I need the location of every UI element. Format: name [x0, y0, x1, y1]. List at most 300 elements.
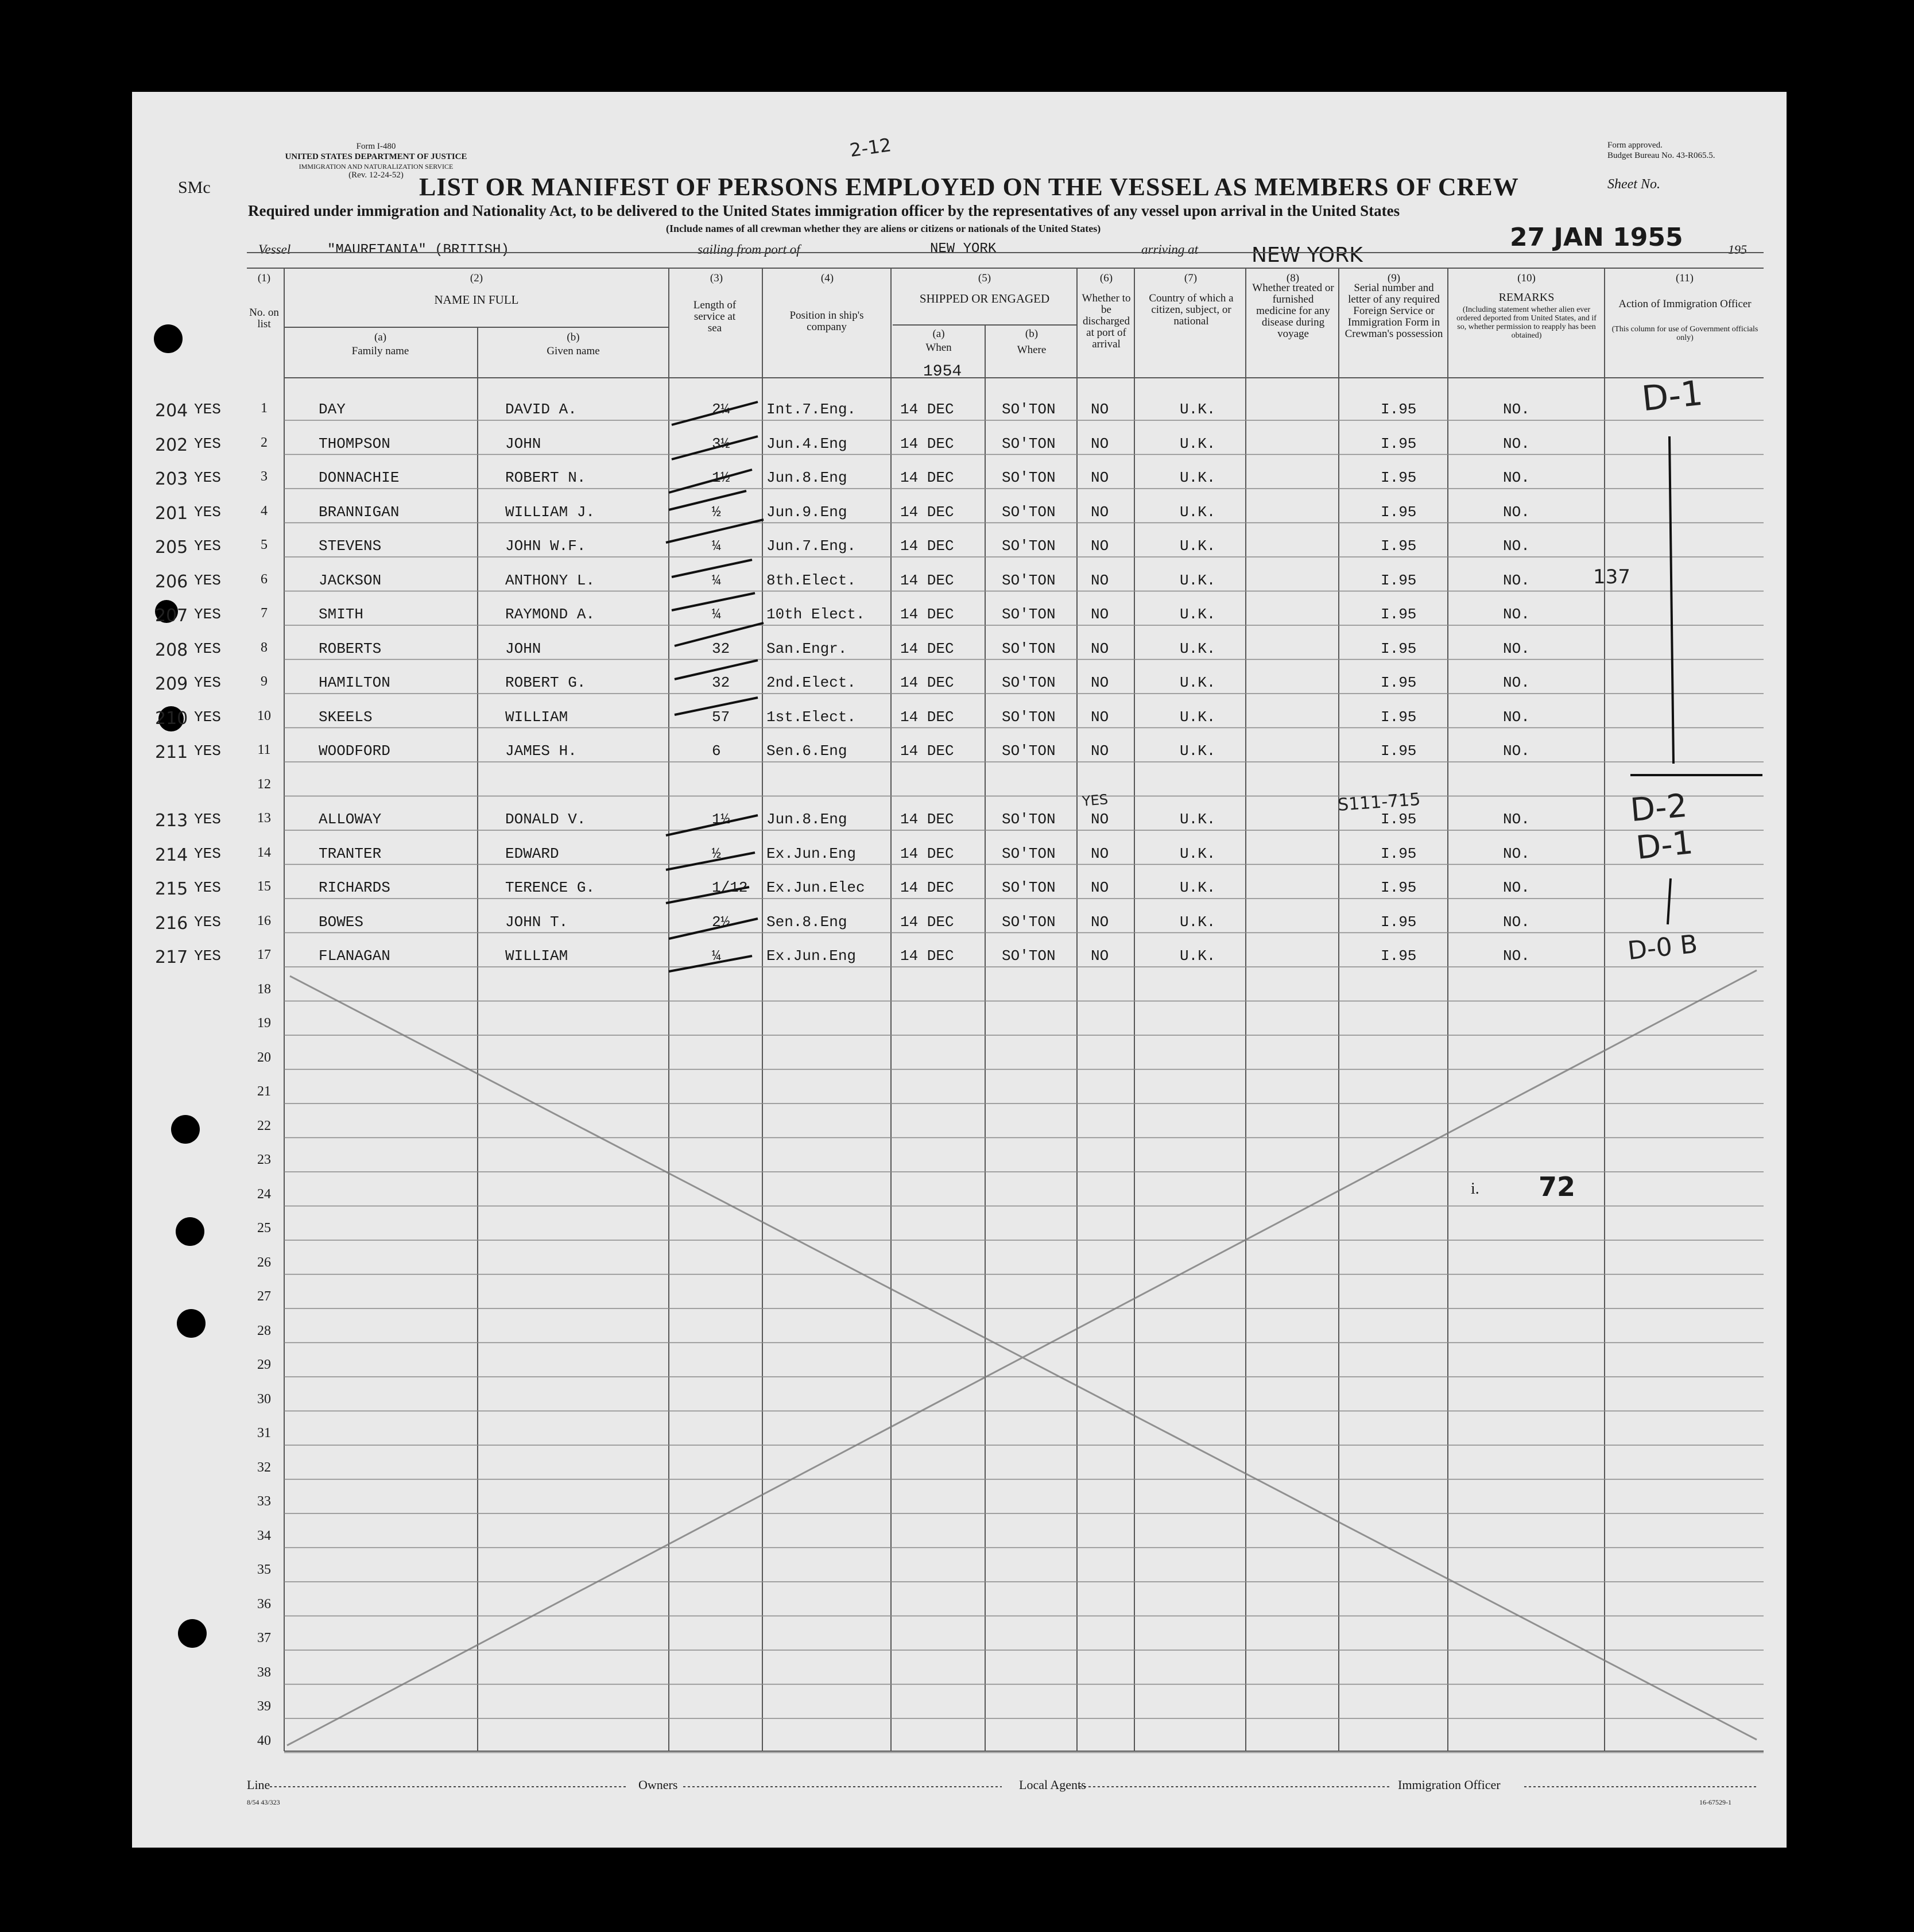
row-family: STEVENS: [319, 537, 382, 555]
row-length: 1/12: [712, 879, 748, 896]
row-serial: I.95: [1381, 879, 1417, 896]
row-family: JACKSON: [319, 571, 382, 589]
empty-line-number: 21: [257, 1084, 271, 1099]
page-title: LIST OR MANIFEST OF PERSONS EMPLOYED ON THE VESSEL AS MEMBERS OF CREW: [419, 173, 1519, 201]
row-when: 14 DEC: [900, 571, 954, 589]
row-discharge: NO: [1091, 947, 1109, 965]
row-position: Jun.8.Eng: [766, 469, 847, 486]
row-ref: 207: [155, 606, 188, 626]
row-line: 7: [261, 606, 268, 621]
row-position: Jun.9.Eng: [766, 503, 847, 521]
empty-line-number: 40: [257, 1733, 271, 1748]
col4-header: Position in ship's company: [789, 309, 864, 333]
row-position: Ex.Jun.Eng: [766, 845, 857, 862]
row-family: ALLOWAY: [319, 811, 382, 828]
empty-line-number: 37: [257, 1631, 271, 1646]
row13-serial-note: S111-715: [1336, 789, 1421, 815]
footer-owners: Owners: [638, 1778, 678, 1792]
row-given: JOHN T.: [505, 913, 568, 931]
col8-header: Whether treated or furnished medicine for any disease during voyage: [1252, 282, 1334, 340]
empty-line-number: 24: [257, 1186, 271, 1202]
row-remarks: NO.: [1503, 913, 1530, 931]
footer-agents: Local Agents: [1019, 1778, 1086, 1792]
row-remarks: NO.: [1503, 947, 1530, 965]
row-position: Sen.6.Eng: [766, 742, 847, 760]
empty-line-number: 38: [257, 1664, 271, 1680]
row-family: DAY: [319, 401, 346, 418]
row-ref: 213: [155, 811, 188, 831]
row-remarks: NO.: [1503, 435, 1530, 452]
empty-line-number: 26: [257, 1255, 271, 1270]
row-serial: I.95: [1381, 947, 1417, 965]
row-ok: YES: [194, 674, 221, 691]
row-family: FLANAGAN: [319, 947, 390, 965]
empty-line-number: 29: [257, 1357, 271, 1372]
row-where: SO'TON: [1002, 674, 1056, 691]
row-ref: 210: [155, 708, 188, 729]
vessel-label: Vessel: [258, 242, 291, 257]
col6-header: Whether to be discharged at port of arrival: [1082, 292, 1131, 350]
col1-header: No. on list: [249, 307, 279, 330]
row-serial: I.95: [1381, 571, 1417, 589]
row-ref: 205: [155, 537, 188, 557]
center-number: 72: [1539, 1171, 1576, 1202]
row-remarks: NO.: [1503, 469, 1530, 486]
row-discharge: NO: [1091, 469, 1109, 486]
row-given: JOHN: [505, 640, 541, 657]
row-country: U.K.: [1180, 640, 1216, 657]
col1-number: (1): [257, 272, 271, 284]
col10-header: REMARKS: [1498, 291, 1555, 304]
col9-header: Serial number and letter of any required Foreign Service or Immigration Form in Crewman's possession: [1345, 282, 1443, 340]
footer-line: Line: [247, 1778, 270, 1792]
row-given: DONALD V.: [505, 811, 586, 828]
row-when: 14 DEC: [900, 879, 954, 896]
row-serial: I.95: [1381, 503, 1417, 521]
empty-line-number: 33: [257, 1494, 271, 1509]
empty-line-number: 39: [257, 1699, 271, 1714]
arriving-label: arriving at: [1141, 242, 1199, 257]
row-where: SO'TON: [1002, 742, 1056, 760]
row-when: 14 DEC: [900, 537, 954, 555]
col10-number: (10): [1517, 272, 1536, 284]
row-family: HAMILTON: [319, 674, 390, 691]
row-position: 10th Elect.: [766, 606, 865, 623]
row-ref: 204: [155, 401, 188, 421]
center-mark: i.: [1471, 1180, 1479, 1198]
row-ok: YES: [194, 742, 221, 760]
row-given: EDWARD: [505, 845, 559, 862]
row-position: Sen.8.Eng: [766, 913, 847, 931]
row-country: U.K.: [1180, 845, 1216, 862]
row-serial: I.95: [1381, 469, 1417, 486]
row-country: U.K.: [1180, 606, 1216, 623]
row-serial: I.95: [1381, 913, 1417, 931]
revision: (Rev. 12-24-52): [348, 171, 404, 180]
row-position: Jun.8.Eng: [766, 811, 847, 828]
row-country: U.K.: [1180, 708, 1216, 726]
row-discharge: NO: [1091, 537, 1109, 555]
row-remarks: NO.: [1503, 879, 1530, 896]
row-length: ¼: [712, 537, 721, 555]
row-remarks: NO.: [1503, 811, 1530, 828]
empty-line-number: 35: [257, 1562, 271, 1577]
row-serial: I.95: [1381, 674, 1417, 691]
row-length: ¼: [712, 947, 721, 965]
col9-number: (9): [1387, 272, 1401, 284]
empty-line-number: 22: [257, 1118, 271, 1133]
row-country: U.K.: [1180, 537, 1216, 555]
row-where: SO'TON: [1002, 845, 1056, 862]
row-serial: I.95: [1381, 708, 1417, 726]
subtitle: Required under immigration and Nationality Act, to be delivered to the United States immigration officer by the representatives of any vessel upon arrival in the United States: [248, 202, 1400, 219]
budget-bureau: Budget Bureau No. 43-R065.5.: [1607, 151, 1715, 160]
row-where: SO'TON: [1002, 571, 1056, 589]
row-country: U.K.: [1180, 469, 1216, 486]
row-length: 57: [712, 708, 730, 726]
col2b-header: Given name: [547, 345, 600, 357]
row-remarks: NO.: [1503, 537, 1530, 555]
row-where: SO'TON: [1002, 435, 1056, 452]
top-scribble: 2-12: [848, 134, 893, 161]
row-when: 14 DEC: [900, 606, 954, 623]
col11-header: Action of Immigration Officer: [1618, 298, 1752, 310]
row-when: 14 DEC: [900, 742, 954, 760]
row-family: TRANTER: [319, 845, 382, 862]
row-country: U.K.: [1180, 811, 1216, 828]
col2-header: NAME IN FULL: [434, 293, 519, 307]
row-line: 12: [257, 776, 271, 792]
arriving-port: NEW YORK: [1252, 243, 1363, 267]
row-ok: YES: [194, 503, 221, 521]
include-note: (Include names of all crewman whether they are aliens or citizens or nationals of the United States): [666, 223, 1101, 234]
row-position: San.Engr.: [766, 640, 847, 657]
sheet-label: Sheet No.: [1607, 177, 1660, 192]
col5a-number: (a): [932, 328, 945, 340]
row-country: U.K.: [1180, 503, 1216, 521]
row-line: 15: [257, 879, 271, 894]
row-line: 6: [261, 571, 268, 587]
row-given: WILLIAM J.: [505, 503, 595, 521]
row13-yes: YES: [1081, 791, 1109, 810]
row-discharge: NO: [1091, 811, 1109, 828]
row-line: 8: [261, 640, 268, 655]
service: IMMIGRATION AND NATURALIZATION SERVICE: [299, 162, 454, 171]
row-length: 3½: [712, 435, 730, 452]
empty-line-number: 19: [257, 1016, 271, 1031]
row-position: Int.7.Eng.: [766, 401, 857, 418]
row-where: SO'TON: [1002, 401, 1056, 418]
col11-note: (This column for use of Government officials only): [1611, 325, 1758, 342]
row-when: 14 DEC: [900, 811, 954, 828]
empty-line-number: 18: [257, 981, 271, 997]
row-ref: 209: [155, 674, 188, 694]
row-given: DAVID A.: [505, 401, 577, 418]
row-country: U.K.: [1180, 742, 1216, 760]
col2-number: (2): [470, 272, 483, 284]
empty-line-number: 30: [257, 1391, 271, 1407]
row-ok: YES: [194, 811, 221, 828]
row-discharge: NO: [1091, 913, 1109, 931]
row-length: 6: [712, 742, 721, 760]
row-where: SO'TON: [1002, 811, 1056, 828]
row-ref: 202: [155, 435, 188, 455]
row-where: SO'TON: [1002, 537, 1056, 555]
row-where: SO'TON: [1002, 503, 1056, 521]
row-serial: I.95: [1381, 742, 1417, 760]
row-length: ½: [712, 503, 721, 521]
row-remarks: NO.: [1503, 606, 1530, 623]
row-ref: 211: [155, 742, 188, 762]
row-remarks: NO.: [1503, 503, 1530, 521]
empty-line-number: 31: [257, 1426, 271, 1441]
row-when: 14 DEC: [900, 674, 954, 691]
row-remarks: NO.: [1503, 674, 1530, 691]
row-position: Ex.Jun.Elec: [766, 879, 865, 896]
row-family: SMITH: [319, 606, 364, 623]
row-line: 14: [257, 845, 271, 860]
empty-line-number: 32: [257, 1459, 271, 1475]
row-remarks: NO.: [1503, 640, 1530, 657]
row-line: 10: [257, 708, 271, 723]
row-line: 11: [257, 742, 271, 757]
department: UNITED STATES DEPARTMENT OF JUSTICE: [285, 152, 467, 161]
row-discharge: NO: [1091, 742, 1109, 760]
row-when: 14 DEC: [900, 913, 954, 931]
row-family: DONNACHIE: [319, 469, 400, 486]
row-ok: YES: [194, 537, 221, 555]
form-number: Form I-480: [356, 142, 396, 151]
col6-number: (6): [1099, 272, 1113, 284]
row-ref: 216: [155, 913, 188, 934]
row-length: 32: [712, 640, 730, 657]
empty-line-number: 34: [257, 1528, 271, 1543]
row-where: SO'TON: [1002, 469, 1056, 486]
empty-line-number: 20: [257, 1050, 271, 1065]
officer-action-d0b: D-0 B: [1626, 929, 1699, 966]
officer-action-d1: D-1: [1640, 373, 1705, 420]
row-position: Jun.7.Eng.: [766, 537, 857, 555]
row-discharge: NO: [1091, 503, 1109, 521]
year-entry: 1954: [923, 363, 962, 381]
col5b-number: (b): [1025, 328, 1039, 340]
row-serial: I.95: [1381, 537, 1417, 555]
row-serial: I.95: [1381, 435, 1417, 452]
row-where: SO'TON: [1002, 708, 1056, 726]
row-discharge: NO: [1091, 640, 1109, 657]
col5b-header: Where: [1017, 344, 1047, 356]
row-ref: 206: [155, 571, 188, 592]
row-discharge: NO: [1091, 401, 1109, 418]
row-length: ½: [712, 845, 721, 862]
row-ref: 208: [155, 640, 188, 660]
row-ok: YES: [194, 606, 221, 623]
row-position: 2nd.Elect.: [766, 674, 857, 691]
row-family: SKEELS: [319, 708, 373, 726]
row-family: RICHARDS: [319, 879, 390, 896]
empty-line-number: 36: [257, 1596, 271, 1612]
footer-officer: Immigration Officer: [1398, 1778, 1501, 1792]
row-serial: I.95: [1381, 606, 1417, 623]
row-line: 4: [261, 503, 268, 518]
row-serial: I.95: [1381, 811, 1417, 828]
empty-line-number: 28: [257, 1323, 271, 1338]
col8-number: (8): [1286, 272, 1300, 284]
row-family: THOMPSON: [319, 435, 390, 452]
row-given: JOHN: [505, 435, 541, 452]
row-where: SO'TON: [1002, 640, 1056, 657]
row-line: 17: [257, 947, 271, 962]
arrival-date-stamp: 27 JAN 1955: [1510, 223, 1683, 252]
print-code-right: 16-67529-1: [1699, 1798, 1731, 1806]
row-where: SO'TON: [1002, 947, 1056, 965]
row-line: 13: [257, 811, 271, 826]
row-given: ROBERT G.: [505, 674, 586, 691]
sailing-label: sailing from port of: [698, 242, 800, 257]
row-family: ROBERTS: [319, 640, 382, 657]
row-ok: YES: [194, 879, 221, 896]
empty-line-number: 23: [257, 1152, 271, 1167]
row-ref: 214: [155, 845, 188, 865]
row-given: ROBERT N.: [505, 469, 586, 486]
row-ref: 217: [155, 947, 188, 967]
col3-header: Length of service at sea: [693, 299, 737, 334]
row-given: TERENCE G.: [505, 879, 595, 896]
row-country: U.K.: [1180, 913, 1216, 931]
row-ok: YES: [194, 571, 221, 589]
row-given: WILLIAM: [505, 947, 568, 965]
row-family: BOWES: [319, 913, 364, 931]
row-when: 14 DEC: [900, 435, 954, 452]
row-ok: YES: [194, 947, 221, 965]
row-discharge: NO: [1091, 606, 1109, 623]
row-length: ¼: [712, 571, 721, 589]
row-ref: 203: [155, 469, 188, 489]
row-serial: I.95: [1381, 640, 1417, 657]
col2a-header: Family name: [351, 345, 409, 357]
year-label: 195: [1728, 242, 1747, 257]
row-line: 3: [261, 469, 268, 484]
row-position: 1st.Elect.: [766, 708, 857, 726]
row-ok: YES: [194, 845, 221, 862]
row-ref: 215: [155, 879, 188, 899]
row-country: U.K.: [1180, 435, 1216, 452]
row-country: U.K.: [1180, 571, 1216, 589]
row-given: RAYMOND A.: [505, 606, 595, 623]
row-line: 5: [261, 537, 268, 552]
empty-line-number: 25: [257, 1221, 271, 1236]
row-when: 14 DEC: [900, 947, 954, 965]
row-position: Jun.4.Eng: [766, 435, 847, 452]
row-length: ¼: [712, 606, 721, 623]
col5a-header: When: [925, 342, 952, 354]
sailing-port: NEW YORK: [930, 241, 997, 257]
row-country: U.K.: [1180, 947, 1216, 965]
row-position: 8th.Elect.: [766, 571, 857, 589]
row-remarks: NO.: [1503, 401, 1530, 418]
form-approved: Form approved.: [1607, 141, 1663, 150]
row-where: SO'TON: [1002, 879, 1056, 896]
row-where: SO'TON: [1002, 606, 1056, 623]
row-when: 14 DEC: [900, 708, 954, 726]
corner-initials: SMc: [178, 178, 211, 197]
row-given: ANTHONY L.: [505, 571, 595, 589]
row-remarks: NO.: [1503, 742, 1530, 760]
row-given: JAMES H.: [505, 742, 577, 760]
row-given: WILLIAM: [505, 708, 568, 726]
row-when: 14 DEC: [900, 640, 954, 657]
row-length: 1½: [712, 811, 730, 828]
vessel-name: "MAURETANIA" (BRITISH): [327, 242, 509, 258]
row-ref: 201: [155, 503, 188, 524]
row-family: WOODFORD: [319, 742, 390, 760]
row-line: 1: [261, 401, 268, 416]
col10-note: (Including statement whether alien ever ordered deported from United States, and if so, whether permission to reapply has been obtained): [1456, 305, 1597, 340]
row-position: Ex.Jun.Eng: [766, 947, 857, 965]
col3-number: (3): [710, 272, 723, 284]
row-when: 14 DEC: [900, 845, 954, 862]
row-when: 14 DEC: [900, 401, 954, 418]
row-when: 14 DEC: [900, 503, 954, 521]
row-discharge: NO: [1091, 708, 1109, 726]
row-discharge: NO: [1091, 879, 1109, 896]
row-country: U.K.: [1180, 401, 1216, 418]
col5-header: SHIPPED OR ENGAGED: [919, 292, 1050, 305]
row-country: U.K.: [1180, 879, 1216, 896]
row-discharge: NO: [1091, 845, 1109, 862]
row-ok: YES: [194, 640, 221, 657]
row-serial: I.95: [1381, 845, 1417, 862]
col2a-number: (a): [374, 331, 387, 343]
row-remarks: NO.: [1503, 845, 1530, 862]
print-code-left: 8/54 43/323: [247, 1798, 280, 1806]
row-where: SO'TON: [1002, 913, 1056, 931]
row-length: 32: [712, 674, 730, 691]
row-line: 16: [257, 913, 271, 928]
officer-action-d2: D-2: [1629, 787, 1689, 830]
col7-number: (7): [1184, 272, 1198, 284]
row-ok: YES: [194, 469, 221, 486]
row-discharge: NO: [1091, 435, 1109, 452]
row-ok: YES: [194, 435, 221, 452]
row6-note: 137: [1593, 566, 1630, 588]
col2b-number: (b): [567, 331, 580, 343]
col5-number: (5): [978, 272, 991, 284]
row-family: BRANNIGAN: [319, 503, 400, 521]
row-length: 2½: [712, 913, 730, 931]
row-discharge: NO: [1091, 571, 1109, 589]
row-ok: YES: [194, 401, 221, 418]
row-given: JOHN W.F.: [505, 537, 586, 555]
row-remarks: NO.: [1503, 708, 1530, 726]
col4-number: (4): [820, 272, 834, 284]
empty-line-number: 27: [257, 1289, 271, 1304]
row-ok: YES: [194, 708, 221, 726]
row-ok: YES: [194, 913, 221, 931]
officer-action-d1b: D-1: [1634, 824, 1695, 867]
row-when: 14 DEC: [900, 469, 954, 486]
row-country: U.K.: [1180, 674, 1216, 691]
row-length: 2¼: [712, 401, 730, 418]
row-discharge: NO: [1091, 674, 1109, 691]
col11-number: (11): [1676, 272, 1694, 284]
row-remarks: NO.: [1503, 571, 1530, 589]
row-length: 1½: [712, 469, 730, 486]
row-line: 9: [261, 674, 268, 689]
row-serial: I.95: [1381, 401, 1417, 418]
row-line: 2: [261, 435, 268, 450]
col7-header: Country of which a citizen, subject, or national: [1149, 292, 1234, 327]
